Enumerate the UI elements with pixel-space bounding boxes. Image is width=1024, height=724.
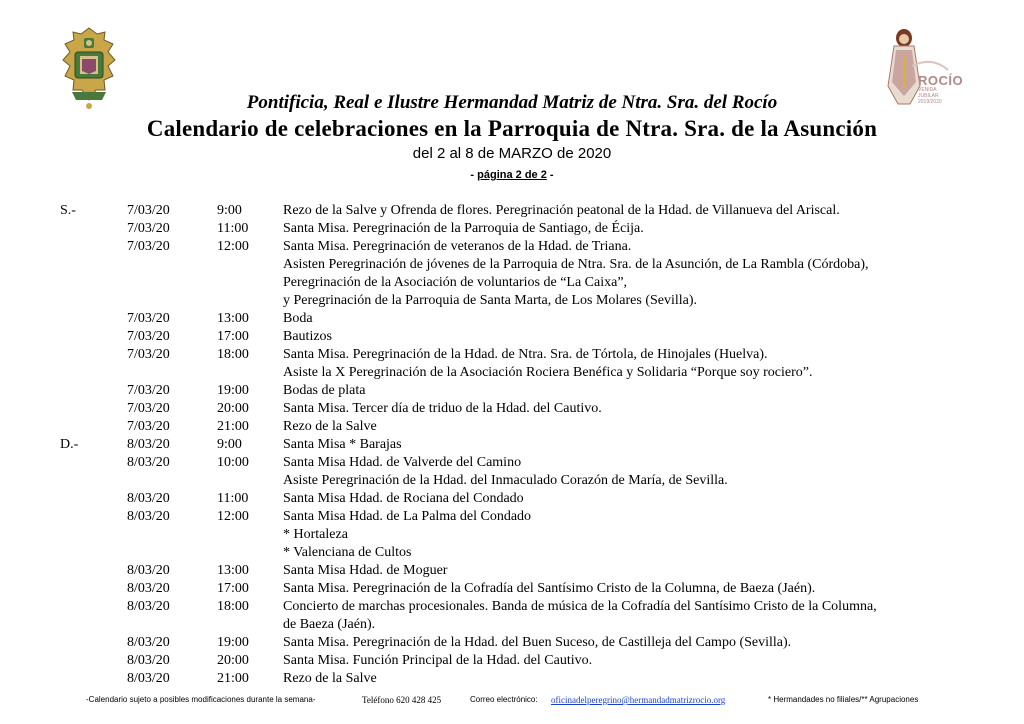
- date-range: del 2 al 8 de MARZO de 2020: [412, 145, 612, 162]
- schedule-row: [0, 670, 1024, 688]
- description-cell: Asiste la X Peregrinación de la Asociación Rociera Benéfica y Solidaria “Porque soy rociero”.: [283, 365, 813, 380]
- schedule-row: [0, 274, 1024, 292]
- footer-note: -Calendario sujeto a posibles modificaciones durante la semana-: [86, 695, 316, 704]
- schedule-row: [0, 652, 1024, 670]
- description-cell: Santa Misa * Barajas: [283, 437, 402, 452]
- schedule-row: [0, 562, 1024, 580]
- date-cell: 7/03/20: [127, 419, 170, 434]
- schedule-list: [0, 202, 1024, 688]
- time-cell: 17:00: [217, 581, 249, 596]
- footer-legend: * Hermandades no filiales/** Agrupaciones: [768, 695, 919, 704]
- date-cell: 7/03/20: [127, 329, 170, 344]
- footer-email-label: Correo electrónico:: [470, 695, 538, 704]
- schedule-row: [0, 508, 1024, 526]
- date-cell: 7/03/20: [127, 383, 170, 398]
- schedule-row: [0, 436, 1024, 454]
- description-cell: * Hortaleza: [283, 527, 348, 542]
- schedule-row: [0, 238, 1024, 256]
- logo-venida-text: VENIDA JUBILAR 2019/2020: [918, 87, 942, 105]
- time-cell: 13:00: [217, 311, 249, 326]
- description-cell: Rezo de la Salve: [283, 671, 377, 686]
- description-cell: Santa Misa. Función Principal de la Hdad. del Cautivo.: [283, 653, 593, 668]
- date-cell: 8/03/20: [127, 653, 170, 668]
- date-cell: 8/03/20: [127, 437, 170, 452]
- description-cell: Rezo de la Salve y Ofrenda de flores. Peregrinación peatonal de la Hdad. de Villanueva del Ariscal.: [283, 203, 840, 218]
- description-cell: Santa Misa Hdad. de Valverde del Camino: [283, 455, 522, 470]
- schedule-row: [0, 580, 1024, 598]
- date-cell: 8/03/20: [127, 599, 170, 614]
- date-cell: 8/03/20: [127, 563, 170, 578]
- description-cell: Santa Misa. Peregrinación de la Hdad. del Buen Suceso, de Castilleja del Campo (Sevilla).: [283, 635, 792, 650]
- description-cell: Santa Misa. Peregrinación de veteranos de la Hdad. de Triana.: [283, 239, 632, 254]
- footer-email-link[interactable]: oficinadelperegrino@hermandadmatrizrocio.org: [551, 695, 726, 705]
- schedule-row: [0, 202, 1024, 220]
- date-cell: 8/03/20: [127, 635, 170, 650]
- time-cell: 20:00: [217, 653, 249, 668]
- time-cell: 9:00: [217, 203, 242, 218]
- schedule-row: [0, 544, 1024, 562]
- time-cell: 18:00: [217, 599, 249, 614]
- description-cell: Santa Misa. Peregrinación de la Cofradía del Santísimo Cristo de la Columna, de Baeza (Jaén).: [283, 581, 816, 596]
- footer: [0, 695, 1024, 709]
- date-cell: 7/03/20: [127, 221, 170, 236]
- schedule-row: [0, 490, 1024, 508]
- time-cell: 19:00: [217, 383, 249, 398]
- schedule-row: [0, 598, 1024, 616]
- description-cell: * Valenciana de Cultos: [283, 545, 412, 560]
- page-indicator: [0, 169, 1024, 181]
- description-cell: Bautizos: [283, 329, 332, 344]
- time-cell: 18:00: [217, 347, 249, 362]
- page-number: página 2 de 2: [477, 169, 547, 181]
- description-cell: Santa Misa Hdad. de Moguer: [283, 563, 448, 578]
- time-cell: 20:00: [217, 401, 249, 416]
- logo-rocio-text: ROCÍO: [918, 73, 964, 88]
- hermandad-title: Pontificia, Real e Ilustre Hermandad Matriz de Ntra. Sra. del Rocío: [246, 92, 778, 113]
- schedule-row: [0, 382, 1024, 400]
- time-cell: 11:00: [217, 221, 249, 236]
- schedule-row: [0, 634, 1024, 652]
- description-cell: Santa Misa Hdad. de La Palma del Condado: [283, 509, 532, 524]
- day-label: S.-: [60, 203, 76, 218]
- schedule-row: [0, 346, 1024, 364]
- date-cell: 8/03/20: [127, 509, 170, 524]
- description-cell: Concierto de marchas procesionales. Banda de música de la Cofradía del Santísimo Cristo de la Columna,: [283, 599, 877, 614]
- schedule-row: [0, 292, 1024, 310]
- date-cell: 7/03/20: [127, 401, 170, 416]
- schedule-row: [0, 310, 1024, 328]
- description-cell: Santa Misa. Tercer día de triduo de la Hdad. del Cautivo.: [283, 401, 602, 416]
- schedule-row: [0, 418, 1024, 436]
- schedule-row: [0, 472, 1024, 490]
- schedule-row: [0, 400, 1024, 418]
- time-cell: 21:00: [217, 671, 249, 686]
- time-cell: 11:00: [217, 491, 249, 506]
- description-cell: Asisten Peregrinación de jóvenes de la Parroquia de Ntra. Sra. de la Asunción, de La Rambla (Córdoba),: [283, 257, 869, 272]
- time-cell: 13:00: [217, 563, 249, 578]
- date-cell: 8/03/20: [127, 455, 170, 470]
- day-label: D.-: [60, 437, 79, 452]
- schedule-row: [0, 328, 1024, 346]
- date-cell: 7/03/20: [127, 203, 170, 218]
- schedule-row: [0, 616, 1024, 634]
- time-cell: 12:00: [217, 509, 249, 524]
- schedule-row: [0, 220, 1024, 238]
- date-cell: 7/03/20: [127, 347, 170, 362]
- schedule-row: [0, 454, 1024, 472]
- date-cell: 8/03/20: [127, 671, 170, 686]
- date-cell: 7/03/20: [127, 239, 170, 254]
- schedule-row: [0, 256, 1024, 274]
- page-suffix: -: [546, 169, 554, 181]
- footer-phone: Teléfono 620 428 425: [362, 695, 442, 705]
- schedule-row: [0, 364, 1024, 382]
- description-cell: de Baeza (Jaén).: [283, 617, 376, 632]
- time-cell: 17:00: [217, 329, 249, 344]
- description-cell: y Peregrinación de la Parroquia de Santa Marta, de Los Molares (Sevilla).: [283, 293, 698, 308]
- time-cell: 10:00: [217, 455, 249, 470]
- description-cell: Rezo de la Salve: [283, 419, 377, 434]
- time-cell: 9:00: [217, 437, 242, 452]
- calendar-title: Calendario de celebraciones en la Parroquia de Ntra. Sra. de la Asunción: [146, 116, 878, 141]
- page-prefix: -: [470, 169, 478, 181]
- description-cell: Peregrinación de la Asociación de voluntarios de “La Caixa”,: [283, 275, 628, 290]
- description-cell: Bodas de plata: [283, 383, 366, 398]
- time-cell: 19:00: [217, 635, 249, 650]
- time-cell: 12:00: [217, 239, 249, 254]
- description-cell: Asiste Peregrinación de la Hdad. del Inmaculado Corazón de María, de Sevilla.: [283, 473, 728, 488]
- schedule-row: [0, 526, 1024, 544]
- description-cell: Boda: [283, 311, 313, 326]
- description-cell: Santa Misa. Peregrinación de la Parroquia de Santiago, de Écija.: [283, 221, 644, 236]
- description-cell: Santa Misa Hdad. de Rociana del Condado: [283, 491, 524, 506]
- time-cell: 21:00: [217, 419, 249, 434]
- description-cell: Santa Misa. Peregrinación de la Hdad. de Ntra. Sra. de Tórtola, de Hinojales (Huelva).: [283, 347, 768, 362]
- date-cell: 8/03/20: [127, 491, 170, 506]
- date-cell: 7/03/20: [127, 311, 170, 326]
- date-cell: 8/03/20: [127, 581, 170, 596]
